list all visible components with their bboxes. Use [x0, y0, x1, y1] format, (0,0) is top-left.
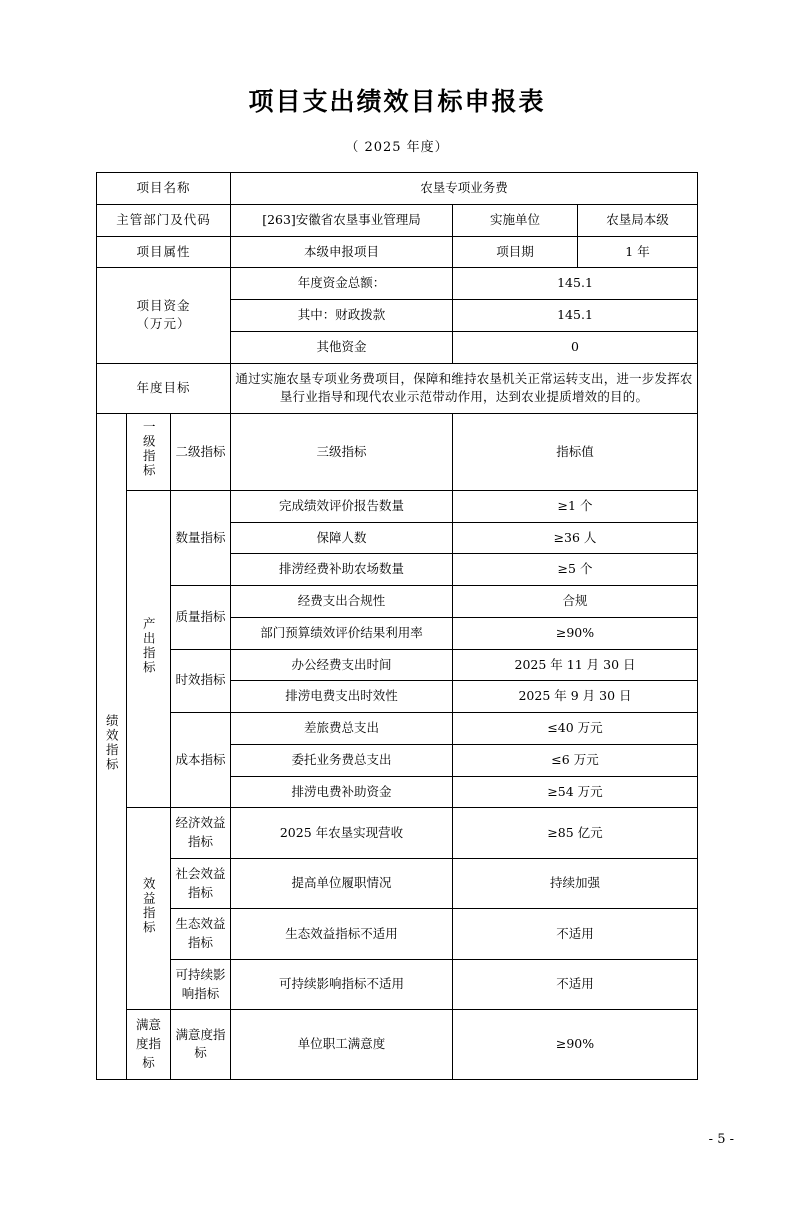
indicator-value: ≥85 亿元: [453, 808, 698, 859]
document-page: [0, 82, 794, 1205]
funds-label-line1: 项目资金: [136, 297, 191, 313]
col-level1-header: 一级指标: [126, 414, 170, 491]
project-name-label: 项目名称: [96, 173, 230, 205]
indicator-value: 不适用: [453, 909, 698, 960]
funds-other-label: 其他资金: [231, 331, 453, 363]
page-number: - 5 -: [708, 1132, 734, 1147]
indicator-value: 2025 年 9 月 30 日: [453, 681, 698, 713]
period-label: 项目期: [453, 236, 578, 268]
dept-value: [263]安徽省农垦事业管理局: [231, 204, 453, 236]
funds-label: [96, 268, 230, 363]
col-level2-header: 二级指标: [170, 414, 230, 491]
level3-label: 委托业务费总支出: [231, 744, 453, 776]
level2-ecological: 生态效益指标: [170, 909, 230, 960]
table-row: [96, 808, 697, 859]
indicator-value: ≥36 人: [453, 522, 698, 554]
indicator-value: ≥90%: [453, 1010, 698, 1079]
indicator-value: 不适用: [453, 959, 698, 1010]
level3-label: 保障人数: [231, 522, 453, 554]
col-level3-header: 三级指标: [231, 414, 453, 491]
table-row: [96, 858, 697, 909]
indicator-root-label: 绩效指标: [96, 414, 126, 1080]
indicator-value: ≤6 万元: [453, 744, 698, 776]
level2-timeliness: 时效指标: [170, 649, 230, 713]
table-row: [96, 713, 697, 745]
level3-label: 单位职工满意度: [231, 1010, 453, 1079]
project-name-value: 农垦专项业务费: [231, 173, 698, 205]
indicator-value: ≥90%: [453, 617, 698, 649]
level2-cost: 成本指标: [170, 713, 230, 808]
funds-other-value: 0: [453, 331, 698, 363]
period-value: 1 年: [578, 236, 698, 268]
performance-target-table: [96, 172, 698, 1080]
level1-benefit: 效益指标: [126, 808, 170, 1010]
table-row: [96, 909, 697, 960]
table-row-attribute: [96, 236, 697, 268]
level3-label: 经费支出合规性: [231, 586, 453, 618]
indicator-value: ≥54 万元: [453, 776, 698, 808]
page-title: 项目支出绩效目标申报表: [248, 87, 546, 116]
level3-label: 可持续影响指标不适用: [231, 959, 453, 1010]
table-row: [96, 1010, 697, 1079]
level1-satisfaction: 满意度指标: [126, 1010, 170, 1079]
level2-economic: 经济效益指标: [170, 808, 230, 859]
table-row: [96, 959, 697, 1010]
document-year: （ 2025 年度）: [345, 140, 449, 155]
implement-unit-label: 实施单位: [453, 204, 578, 236]
level3-label: 完成绩效评价报告数量: [231, 490, 453, 522]
level2-quantity: 数量指标: [170, 490, 230, 585]
level1-output: 产出指标: [126, 490, 170, 808]
funds-fiscal-value: 145.1: [453, 300, 698, 332]
table-row-funds-total: [96, 268, 697, 300]
indicator-value: 持续加强: [453, 858, 698, 909]
funds-total-value: 145.1: [453, 268, 698, 300]
level3-label: 提高单位履职情况: [231, 858, 453, 909]
indicator-value: 合规: [453, 586, 698, 618]
table-row: [96, 490, 697, 522]
level2-quality: 质量指标: [170, 586, 230, 650]
level3-label: 排涝电费补助资金: [231, 776, 453, 808]
level2-social: 社会效益指标: [170, 858, 230, 909]
annual-goal-label: 年度目标: [96, 363, 230, 414]
level3-label: 办公经费支出时间: [231, 649, 453, 681]
funds-label-line2: （万元）: [136, 316, 191, 332]
indicator-value: ≤40 万元: [453, 713, 698, 745]
dept-label: 主管部门及代码: [96, 204, 230, 236]
level3-label: 生态效益指标不适用: [231, 909, 453, 960]
level3-label: 部门预算绩效评价结果利用率: [231, 617, 453, 649]
table-row: [96, 649, 697, 681]
col-value-header: 指标值: [453, 414, 698, 491]
level3-label: 2025 年农垦实现营收: [231, 808, 453, 859]
funds-fiscal-label: 其中：财政拨款: [231, 300, 453, 332]
level3-label: 排涝经费补助农场数量: [231, 554, 453, 586]
table-row: [96, 586, 697, 618]
table-row-indicator-header: [96, 414, 697, 491]
table-row-annual-goal: [96, 363, 697, 414]
level3-label: 差旅费总支出: [231, 713, 453, 745]
table-row-project-name: [96, 173, 697, 205]
attribute-value: 本级申报项目: [231, 236, 453, 268]
level2-sustainable: 可持续影响指标: [170, 959, 230, 1010]
implement-unit-value: 农垦局本级: [578, 204, 698, 236]
annual-goal-text: 通过实施农垦专项业务费项目，保障和维持农垦机关正常运转支出，进一步发挥农垦行业指导和现代农业示范带动作用，达到农业提质增效的目的。: [231, 363, 698, 414]
indicator-value: 2025 年 11 月 30 日: [453, 649, 698, 681]
level2-satisfaction: 满意度指标: [170, 1010, 230, 1079]
attribute-label: 项目属性: [96, 236, 230, 268]
funds-total-label: 年度资金总额：: [231, 268, 453, 300]
level3-label: 排涝电费支出时效性: [231, 681, 453, 713]
indicator-value: ≥1 个: [453, 490, 698, 522]
indicator-value: ≥5 个: [453, 554, 698, 586]
table-row-department: [96, 204, 697, 236]
